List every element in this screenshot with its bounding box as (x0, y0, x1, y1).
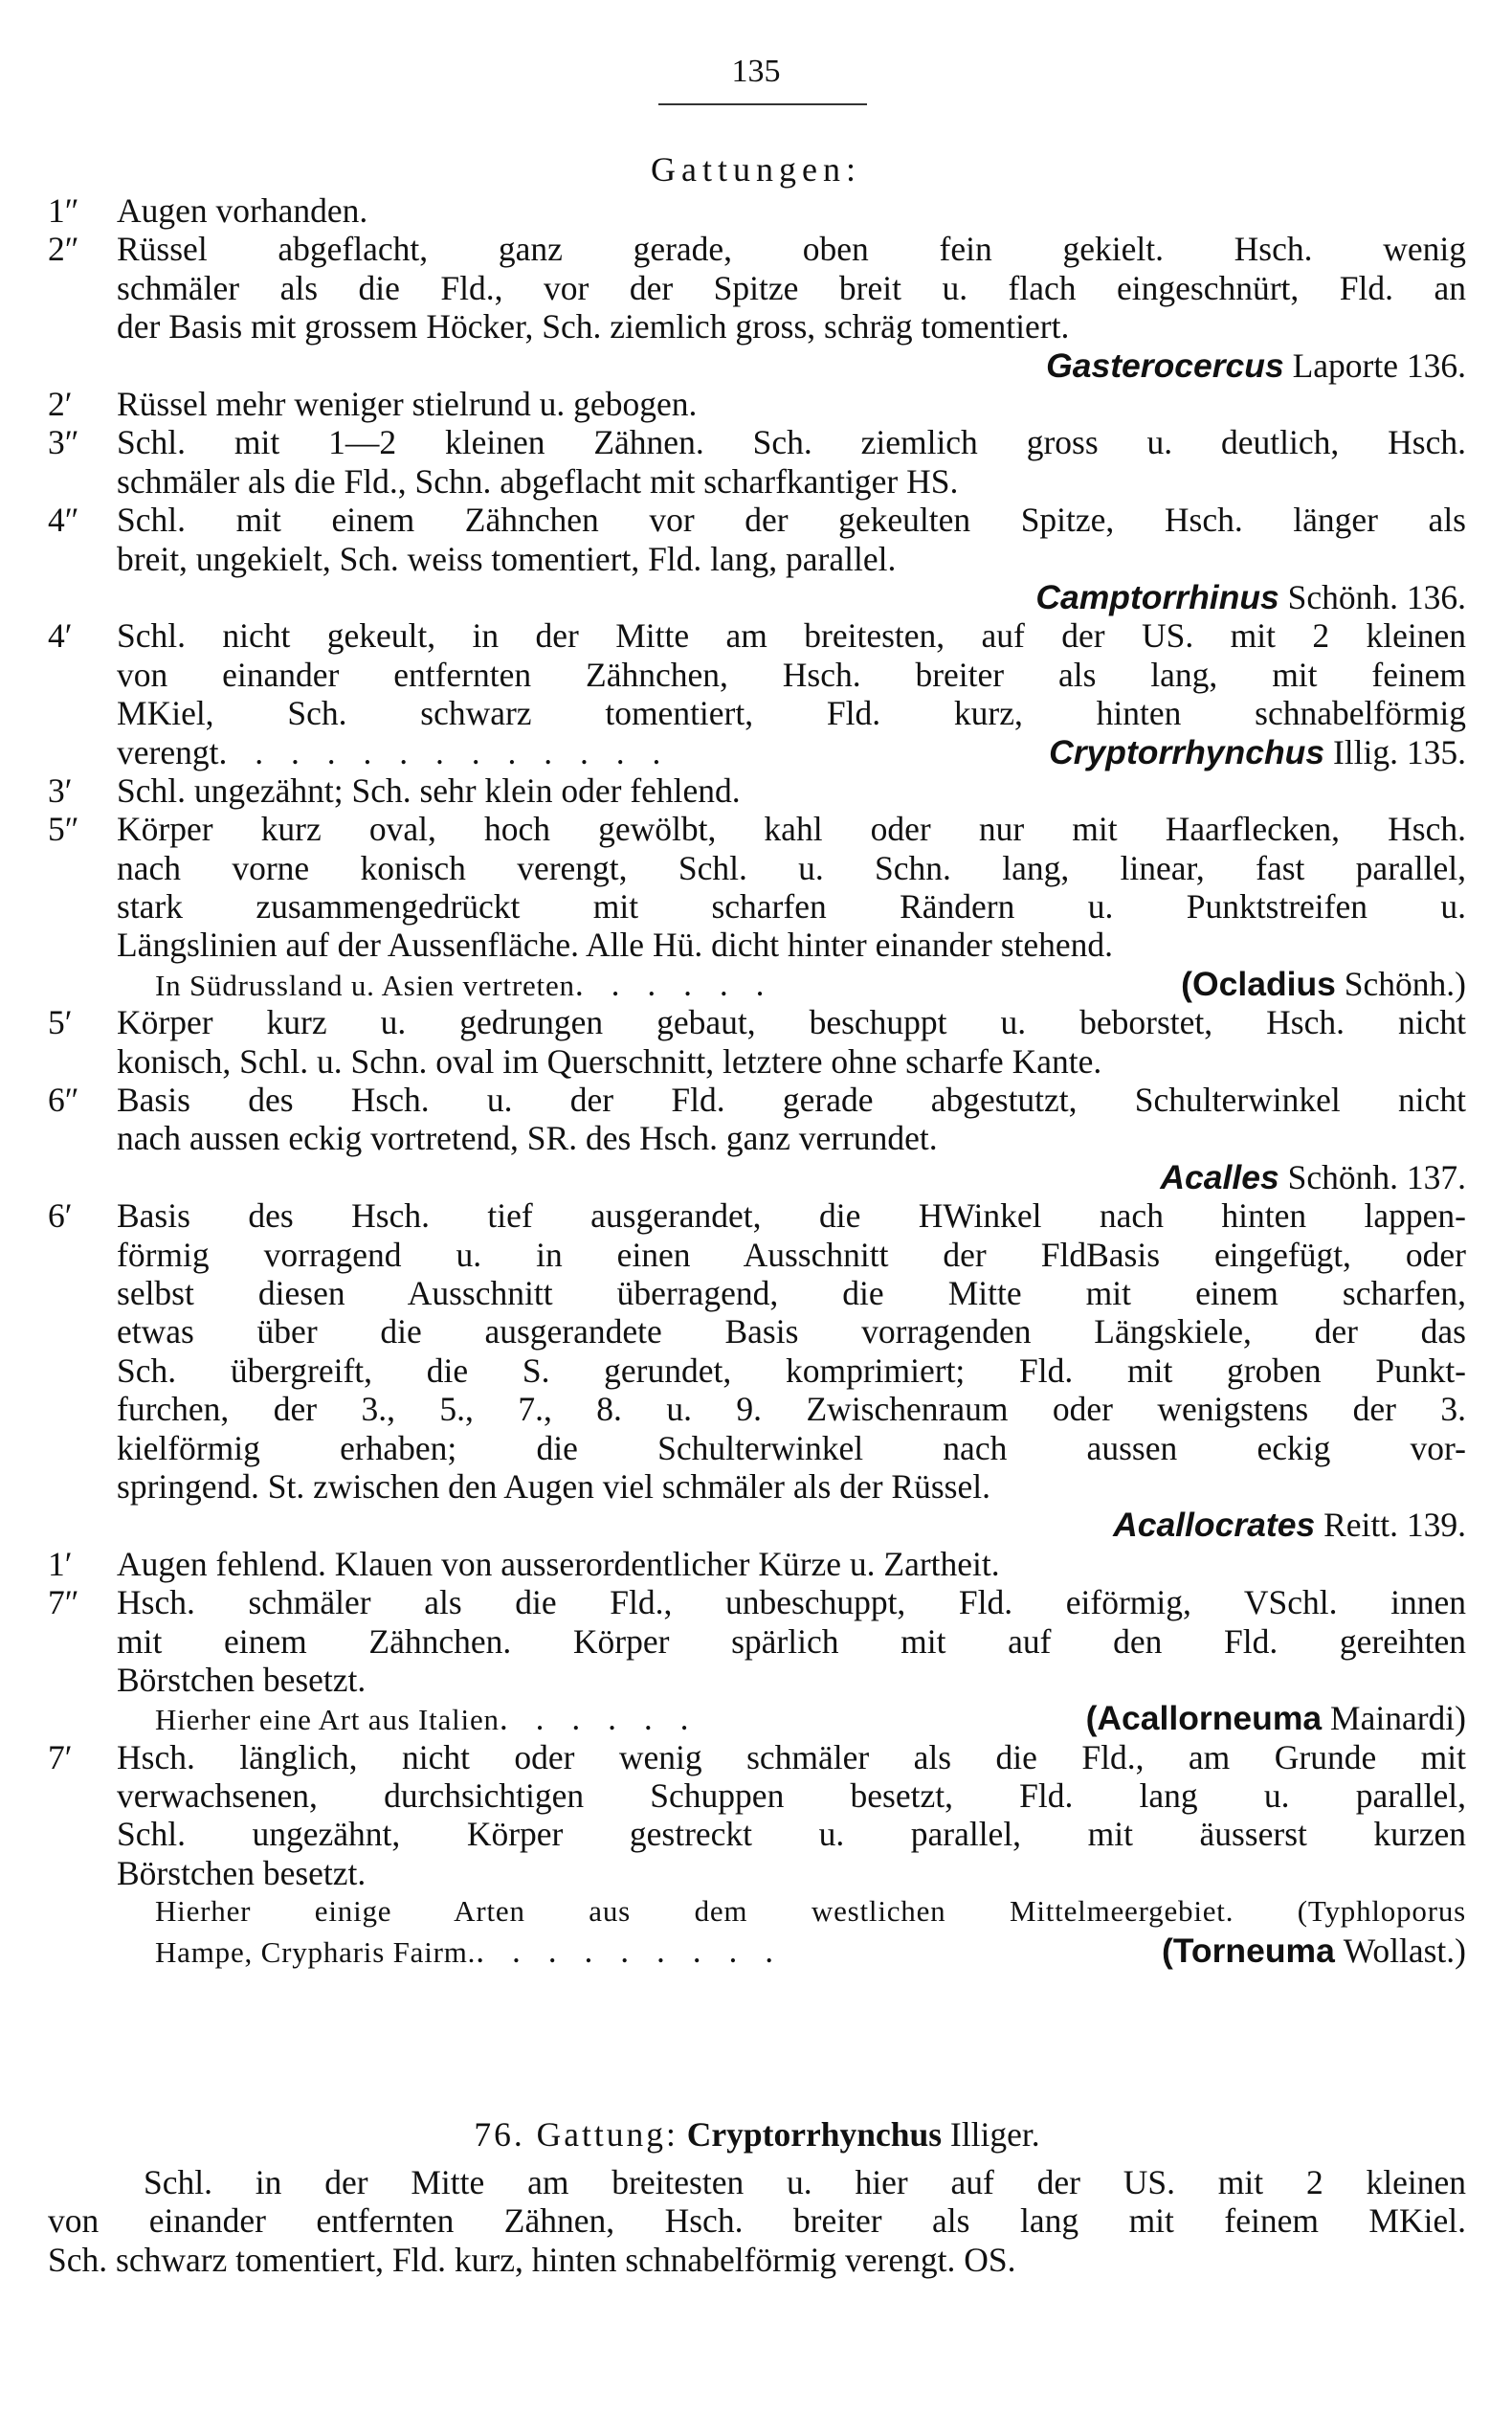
key-entry-line: nach vorne konisch verengt, Schl. u. Schn. lang, linear, fast parallel, (117, 848, 1466, 887)
genus-name: Acalles (1160, 1157, 1279, 1196)
key-entry (48, 810, 1466, 1003)
key-entry-line: stark zusammengedrückt mit scharfen Rändern u. Punktstreifen u. (117, 887, 1466, 927)
genus-section-name: Cryptorrhynchus (686, 2115, 943, 2154)
genus-name: (Acallorneuma (1085, 1699, 1323, 1738)
genus-reference-line (117, 1158, 1466, 1196)
key-entry (48, 616, 1466, 771)
genus-section-title (48, 2115, 1466, 2163)
key-entry-body (117, 385, 1466, 423)
genus-author: Mainardi) (1330, 1699, 1466, 1738)
key-entry-line: von einander entfernten Zähnchen, Hsch. breiter als lang, mit feinem (117, 655, 1466, 694)
genus-reference-line (117, 346, 1466, 385)
genus-name: Cryptorrhynchus (1049, 732, 1325, 771)
genus-section-author: Illiger. (949, 2115, 1040, 2154)
key-entry-number: 2′ (48, 384, 73, 423)
key-entry-body (117, 191, 1466, 230)
key-entry-line: etwas über die ausgerandete Basis vorragenden Längskiele, der das (117, 1312, 1466, 1351)
section-heading: Gattungen: (651, 150, 861, 189)
key-entry (48, 1738, 1466, 1970)
key-entry-line: nach aussen eckig vortretend, SR. des Hsch. ganz verrundet. (117, 1119, 938, 1158)
genus-name: Acallocrates (1113, 1506, 1316, 1545)
distribution-note-line (117, 965, 1466, 1003)
key-entry-line: Körper kurz u. gedrungen gebaut, beschuppt u. beborstet, Hsch. nicht (117, 1003, 1466, 1042)
page-number: 135 (731, 54, 781, 89)
leader-dots: . . . . . . . . . (476, 1931, 784, 1970)
key-entry-number: 4′ (48, 616, 73, 656)
key-entry-number: 3″ (48, 423, 79, 462)
key-entry-line: Rüssel abgeflacht, ganz gerade, oben fein gekielt. Hsch. wenig (117, 230, 1466, 269)
genus-author: Laporte 136. (1292, 346, 1466, 385)
key-entry-body (117, 501, 1466, 616)
genus-name: (Torneuma (1162, 1931, 1335, 1970)
key-entry-number: 1′ (48, 1544, 73, 1583)
key-entry-number: 2″ (48, 230, 79, 269)
key-entry-body (117, 423, 1466, 501)
key-entry-line: Schl. mit 1—2 kleinen Zähnen. Sch. ziemlich gross u. deutlich, Hsch. (117, 423, 1466, 462)
distribution-note-line (117, 1932, 1466, 1970)
key-entry-number: 5′ (48, 1003, 73, 1042)
key-entry-line: mit einem Zähnchen. Körper spärlich mit auf den Fld. gereihten (117, 1621, 1466, 1661)
key-entry-line: Basis des Hsch. tief ausgerandet, die HWinkel nach hinten lappen- (117, 1196, 1466, 1236)
key-entry-number: 1″ (48, 191, 79, 230)
key-entry-number: 6″ (48, 1081, 79, 1120)
key-entry (48, 1003, 1466, 1081)
key-entry-line: Börstchen besetzt. (117, 1853, 367, 1892)
key-entry-line: förmig vorragend u. in einen Ausschnitt der FldBasis eingefügt, oder (117, 1235, 1466, 1274)
key-entry-line: Basis des Hsch. u. der Fld. gerade abgestutzt, Schulterwinkel nicht (117, 1081, 1466, 1120)
key-entry-body (117, 1196, 1466, 1545)
key-entry-line: Körper kurz oval, hoch gewölbt, kahl oder nur mit Haarflecken, Hsch. (117, 810, 1466, 849)
key-entry-line: Sch. übergreift, die S. gerundet, komprimiert; Fld. mit groben Punkt- (117, 1351, 1466, 1390)
genus-name: (Ocladius (1181, 964, 1336, 1003)
key-entry (48, 1545, 1466, 1583)
section-text-line: von einander entfernten Zähnen, Hsch. breiter als lang mit feinem MKiel. (48, 2201, 1466, 2241)
key-entry-line: breit, ungekielt, Sch. weiss tomentiert, Fld. lang, parallel. (117, 539, 897, 578)
page-number-rule (658, 103, 867, 105)
genus-name: Camptorrhinus (1035, 577, 1279, 616)
leader-dots: . . . . . . (499, 1699, 699, 1738)
genus-author: Schönh. 136. (1287, 577, 1466, 616)
key-entry (48, 423, 1466, 501)
key-entry (48, 1081, 1466, 1196)
genus-author: Illig. 135. (1332, 732, 1466, 771)
key-entry-line: Hsch. schmäler als die Fld., unbeschuppt, Fld. eiförmig, VSchl. innen (117, 1583, 1466, 1622)
key-entry-body (117, 810, 1466, 1003)
key-entry-line: MKiel, Sch. schwarz tomentiert, Fld. kurz, hinten schnabelförmig (117, 694, 1466, 733)
genus-author: Schönh. 137. (1287, 1157, 1466, 1196)
genus-name: Gasterocercus (1046, 346, 1284, 385)
key-entry-body (117, 1081, 1466, 1196)
key-entry-line: Augen vorhanden. (117, 191, 368, 230)
key-entry (48, 230, 1466, 385)
key-entry-line: selbst diesen Ausschnitt überragend, die Mitte mit einem scharfen, (117, 1273, 1466, 1312)
distribution-note-line (117, 1699, 1466, 1737)
leader-dots: . . . . . . (574, 964, 774, 1003)
key-entry-line: kielförmig erhaben; die Schulterwinkel nach aussen eckig vor- (117, 1428, 1466, 1467)
key-entry-body (117, 230, 1466, 385)
key-entry (48, 1583, 1466, 1738)
key-entry-line: der Basis mit grossem Höcker, Sch. ziemlich gross, schräg tomentiert. (117, 307, 1070, 346)
key-entry (48, 191, 1466, 230)
genus-reference-line (117, 1506, 1466, 1544)
key-entry-line: Längslinien auf der Aussenfläche. Alle Hü. dicht hinter einander stehend. (117, 926, 1114, 965)
key-entry-body (117, 771, 1466, 810)
distribution-note: Hampe, Crypharis Fairm. (155, 1934, 477, 1969)
key-entry-line: Schl. ungezähnt; Sch. sehr klein oder fehlend. (117, 770, 741, 810)
key-entry-number: 3′ (48, 770, 73, 810)
key-entry (48, 501, 1466, 616)
genus-reference-line (117, 578, 1466, 616)
genus-author: Wollast.) (1343, 1931, 1466, 1970)
key-entry-number: 7′ (48, 1737, 73, 1776)
distribution-note-line: Hierher einige Arten aus dem westlichen Mittelmeergebiet. (Typhloporus (155, 1894, 1466, 1929)
key-entry-line: konisch, Schl. u. Schn. oval im Querschnitt, letztere ohne scharfe Kante. (117, 1041, 1102, 1081)
genus-reference-line (117, 733, 1466, 771)
key-entry-line: furchen, der 3., 5., 7., 8. u. 9. Zwischenraum oder wenigstens der 3. (117, 1390, 1466, 1429)
identification-key (48, 191, 1466, 1970)
key-entry-line: schmäler als die Fld., vor der Spitze breit u. flach eingeschnürt, Fld. an (117, 268, 1466, 307)
key-entry-line: Börstchen besetzt. (117, 1660, 367, 1699)
key-entry-line: verwachsenen, durchsichtigen Schuppen besetzt, Fld. lang u. parallel, (117, 1776, 1466, 1816)
key-entry-body (117, 1738, 1466, 1970)
key-entry (48, 385, 1466, 423)
key-entry-line: Hsch. länglich, nicht oder wenig schmäler als die Fld., am Grunde mit (117, 1737, 1466, 1776)
key-entry-line: Schl. ungezähnt, Körper gestreckt u. parallel, mit äusserst kurzen (117, 1815, 1466, 1854)
section-text-line: Schl. in der Mitte am breitesten u. hier auf der US. mit 2 kleinen (144, 2163, 1466, 2201)
leader-dots: . . . . . . . . . . . . . (218, 732, 671, 771)
distribution-note: Hierher eine Art aus Italien (155, 1703, 500, 1737)
key-entry (48, 1196, 1466, 1545)
distribution-note: In Südrussland u. Asien vertreten (155, 968, 575, 1002)
key-entry-number: 5″ (48, 810, 79, 849)
key-entry-body (117, 616, 1466, 771)
key-entry-number: 6′ (48, 1196, 73, 1236)
key-entry-body (117, 1003, 1466, 1081)
genus-author: Reitt. 139. (1323, 1506, 1466, 1545)
key-entry-line: Schl. nicht gekeult, in der Mitte am breitesten, auf der US. mit 2 kleinen (117, 616, 1466, 656)
key-entry-line: Augen fehlend. Klauen von ausserordentlicher Kürze u. Zartheit. (117, 1544, 1000, 1583)
key-entry-line: schmäler als die Fld., Schn. abgeflacht mit scharfkantiger HS. (117, 461, 959, 501)
key-entry-line: springend. St. zwischen den Augen viel schmäler als der Rüssel. (117, 1466, 990, 1506)
genus-section (48, 2115, 1466, 2279)
key-entry-number: 4″ (48, 501, 79, 540)
key-entry-number: 7″ (48, 1583, 79, 1622)
genus-section-prefix: 76. Gattung: (474, 2115, 678, 2154)
genus-author: Schönh.) (1344, 964, 1466, 1003)
lead-text: verengt (117, 732, 219, 771)
key-entry-line: Rüssel mehr weniger stielrund u. gebogen. (117, 384, 698, 423)
section-text-line: Sch. schwarz tomentiert, Fld. kurz, hinten schnabelförmig verengt. OS. (48, 2240, 1016, 2279)
key-entry-body (117, 1545, 1466, 1583)
key-entry (48, 771, 1466, 810)
key-entry-line: Schl. mit einem Zähnchen vor der gekeulten Spitze, Hsch. länger als (117, 501, 1466, 540)
key-entry-body (117, 1583, 1466, 1738)
